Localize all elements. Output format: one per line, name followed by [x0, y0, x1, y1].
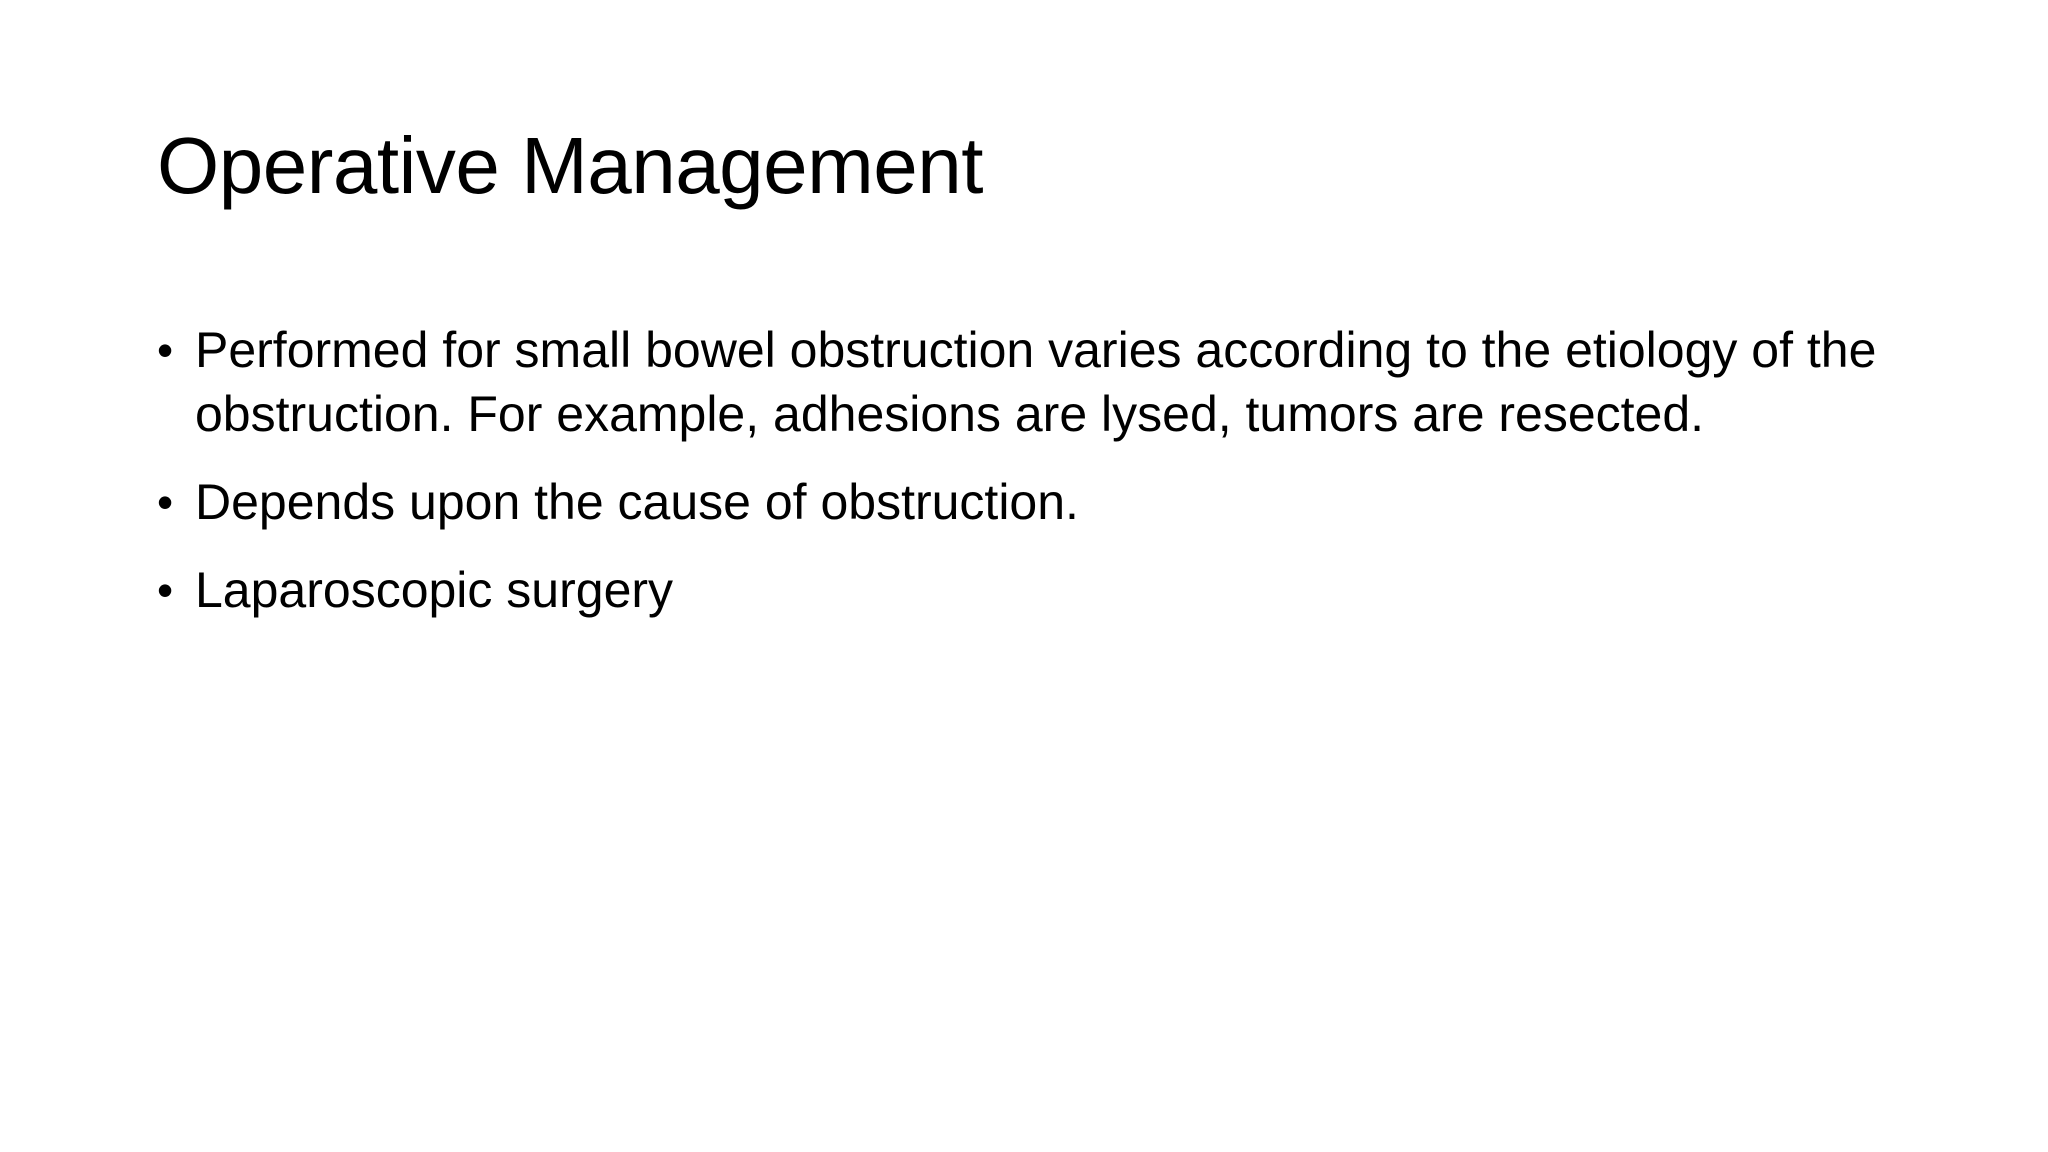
bullet-item	[157, 558, 1917, 622]
slide-title: Operative Management	[157, 121, 984, 210]
bullet-dot-icon: •	[157, 324, 174, 376]
bullet-dot-icon: •	[157, 564, 174, 616]
bullet-dot-icon: •	[157, 476, 174, 528]
bullet-text: Performed for small bowel obstruction varies according to the etiology of the obstruction. For example, adhesions are lysed, tumors are resected.	[195, 322, 1877, 442]
bullet-list	[157, 318, 1917, 646]
bullet-item	[157, 318, 1917, 446]
bullet-item	[157, 470, 1917, 534]
bullet-text: Depends upon the cause of obstruction.	[195, 474, 1079, 530]
bullet-text: Laparoscopic surgery	[195, 562, 674, 618]
